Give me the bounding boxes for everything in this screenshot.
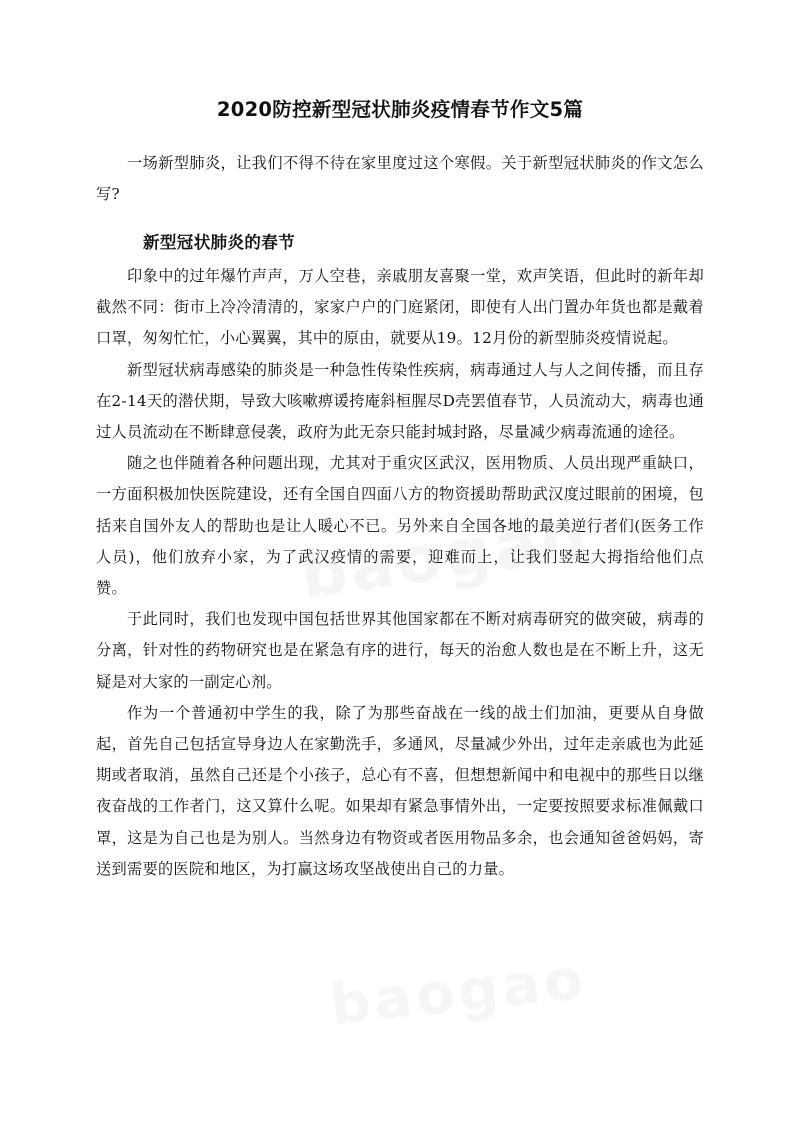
essay-paragraph-1: 印象中的过年爆竹声声，万人空巷，亲戚朋友喜聚一堂，欢声笑语，但此时的新年却截然不同：街市上冷冷清清的，家家户户的门庭紧闭，即使有人出门置办年货也都是戴着口罩，匆匆忙忙，小心翼翼，其中的原由，就要从19。12月份的新型肺炎疫情说起。	[96, 267, 704, 348]
section-title: 新型冠状肺炎的春节	[143, 233, 296, 252]
essay-paragraph-5: 作为一个普通初中学生的我，除了为那些奋战在一线的战士们加油，更要从自身做起，首先自己包括宣导身边人在家勤洗手，多通风，尽量减少外出，过年走亲戚也为此延期或者取消，虽然自己还是个小孩子，总心有不喜，但想想新闻中和电视中的那些日以继夜奋战的工作者门，这又算什么呢。如果却有紧急事情外出，一定要按照要求标准佩戴口罩，这是为自己也是为别人。当然身边有物资或者医用物品多余，也会通知爸爸妈妈，寄送到需要的医院和地区，为打赢这场攻坚战使出自己的力量。	[96, 703, 704, 878]
essay-paragraph-2: 新型冠状病毒感染的肺炎是一种急性传染性疾病，病毒通过人与人之间传播，而且存在2-14天的潜伏期，导致大咳嗽痹谖挎庵斜桓腥尽D壳罢值春节，人员流动大，病毒也通过人员流动在不断肆意侵袭，政府为此无奈只能封城封路，尽量减少病毒流通的途径。	[96, 360, 704, 442]
essay-body	[96, 261, 704, 885]
document-title: 2020防控新型冠状肺炎疫情春节作文5篇	[216, 98, 584, 121]
essay-paragraph-4: 于此同时，我们也发现中国包括世界其他国家都在不断对病毒研究的做突破，病毒的分离，针对性的药物研究也是在紧急有序的进行，每天的治愈人数也是在不断上升，这无疑是对大家的一副定心剂。	[96, 610, 704, 691]
intro-paragraph: 一场新型肺炎，让我们不得不待在家里度过这个寒假。关于新型冠状肺炎的作文怎么写?	[96, 154, 704, 204]
watermark	[327, 947, 589, 1038]
essay-paragraph-3: 随之也伴随着各种问题出现，尤其对于重灾区武汉，医用物质、人员出现严重缺口，一方面积极加快医院建设，还有全国自四面八方的物资援助帮助武汉度过眼前的困境，包括来自国外友人的帮助也是让人暖心不已。另外来自全国各地的最美逆行者们(医务工作人员)，他们放弃小家，为了武汉疫情的需要，迎难而上，让我们竖起大拇指给他们点赞。	[96, 454, 704, 598]
